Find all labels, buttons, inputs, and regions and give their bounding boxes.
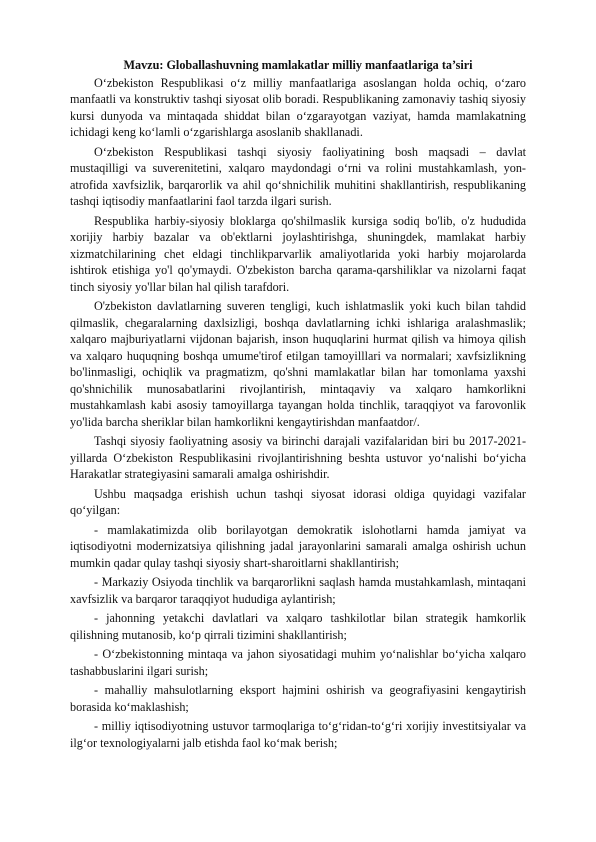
paragraph-military-policy: Respublika harbiy-siyosiy bloklarga qo'shilmaslik kursiga sodiq bo'lib, o'z hududida xorijiy harbiy bazalar va ob'ektlarni joylashtirishga, shuningdek, mamlakat harbiy xizmatchilarining chet eldagi tinchlikparvarlik amaliyotlarida yoki harbiy mojarolarda ishtirok etishiga yo'l qo'ymaydi. O'zbekiston barcha qarama-qarshiliklar va nizolarni faqat tinch siyosiy yo'llar bilan hal qilish tarafdori.: [70, 213, 526, 294]
list-item-export: - mahalliy mahsulotlarning eksport hajmini oshirish va geografiyasini kengaytirish borasida ko‘maklashish;: [70, 683, 526, 714]
list-item-investment: - milliy iqtisodiyotning ustuvor tarmoqlariga to‘g‘ridan-to‘g‘ri xorijiy investitsiyalar va ilg‘or texnologiyalarni jalb etishda faol ko‘mak berish;: [70, 719, 526, 750]
paragraph-intro: O‘zbekiston Respublikasi o‘z milliy manfaatlariga asoslangan holda ochiq, o‘zaro manfaatli va konstruktiv tashqi siyosat olib boradi. Respublikaning zamonaviy tashiq siyosiy kursi dunyoda va mintaqada shiddat bilan o‘zgarayotgan vaziyat, hamda mamlakatning ichidagi keng ko‘lamli o‘zgarishlarga asoslanib shakllanadi.: [70, 75, 526, 139]
list-item-partnership: - jahonning yetakchi davlatlari va xalqaro tashkilotlar bilan strategik hamkorlik qilishning mutanosib, ko‘p qirrali tizimini shakllantirish;: [70, 611, 526, 642]
paragraph-main-goal: O‘zbekiston Respublikasi tashqi siyosiy faoliyatining bosh maqsadi – davlat mustaqilligi va suverenitetini, xalqaro maydondagi o‘rni va rolini mustahkamlash, yon-atrofida xavfsizlik, barqarorlik va ahil qo‘shnichilik muhitini shakllantirish, respublikaning tashqi iqtisodiy manfaatlarini faol tarzda ilgari surish.: [70, 144, 526, 208]
document-body: [70, 75, 526, 752]
list-item-initiatives: - O‘zbekistonning mintaqa va jahon siyosatidagi muhim yo‘nalishlar bo‘yicha xalqaro tashabbuslarini ilgari surish;: [70, 647, 526, 678]
document-title: Mavzu: Globallashuvning mamlakatlar milliy manfaatlariga ta’siri: [123, 58, 473, 72]
paragraph-principles: O'zbekiston davlatlarning suveren tengligi, kuch ishlatmaslik yoki kuch bilan tahdid qilmaslik, chegaralarning daxlsizligi, boshqa davlatlarning ichki ishlariga aralashmaslik; xalqaro majburiyatlarni vijdonan bajarish, inson huquqlarini hurmat qilish va himoya qilish va xalqaro huquqning boshqa umume'tirof etilgan tamoyilllari va normalari; xavfsizlikning bo'linmasligi, ochiqlik va pragmatizm, qo'shni mamlakatlar bilan har tomonlama yaxshi qo'shnichilik munosabatlarini rivojlantirish, mintaqaviy va xalqaro hamkorlikni mustahkamlash kabi asosiy tamoyillarga tayangan holda tinchlik, taraqqiyot va farovonlik yo'lida barcha sheriklar bilan hamkorlikni kengaytirishdan manfaatdor/.: [70, 299, 526, 429]
list-item-reforms: - mamlakatimizda olib borilayotgan demokratik islohotlarni hamda jamiyat va iqtisodiyotni modernizatsiya qilishning jadal jarayonlarini samarali amalga oshirish uchun mumkin qadar qulay tashqi siyosiy shart-sharoitlarni shakllantirish;: [70, 522, 526, 570]
list-item-central-asia: - Markaziy Osiyoda tinchlik va barqarorlikni saqlash hamda mustahkamlash, mintaqani xavfsizlik va barqaror taraqqiyot hududiga aylantirish;: [70, 575, 526, 606]
paragraph-tasks-intro: Ushbu maqsadga erishish uchun tashqi siyosat idorasi oldiga quyidagi vazifalar qo‘yilgan:: [70, 486, 526, 517]
paragraph-strategy: Tashqi siyosiy faoliyatning asosiy va birinchi darajali vazifalaridan biri bu 2017-2021-yillarda O‘zbekiston Respublikasini rivojlantirishning beshta ustuvor yo‘nalishi bo‘yicha Harakatlar strategiyasini samarali amalga oshirishdir.: [70, 434, 526, 481]
